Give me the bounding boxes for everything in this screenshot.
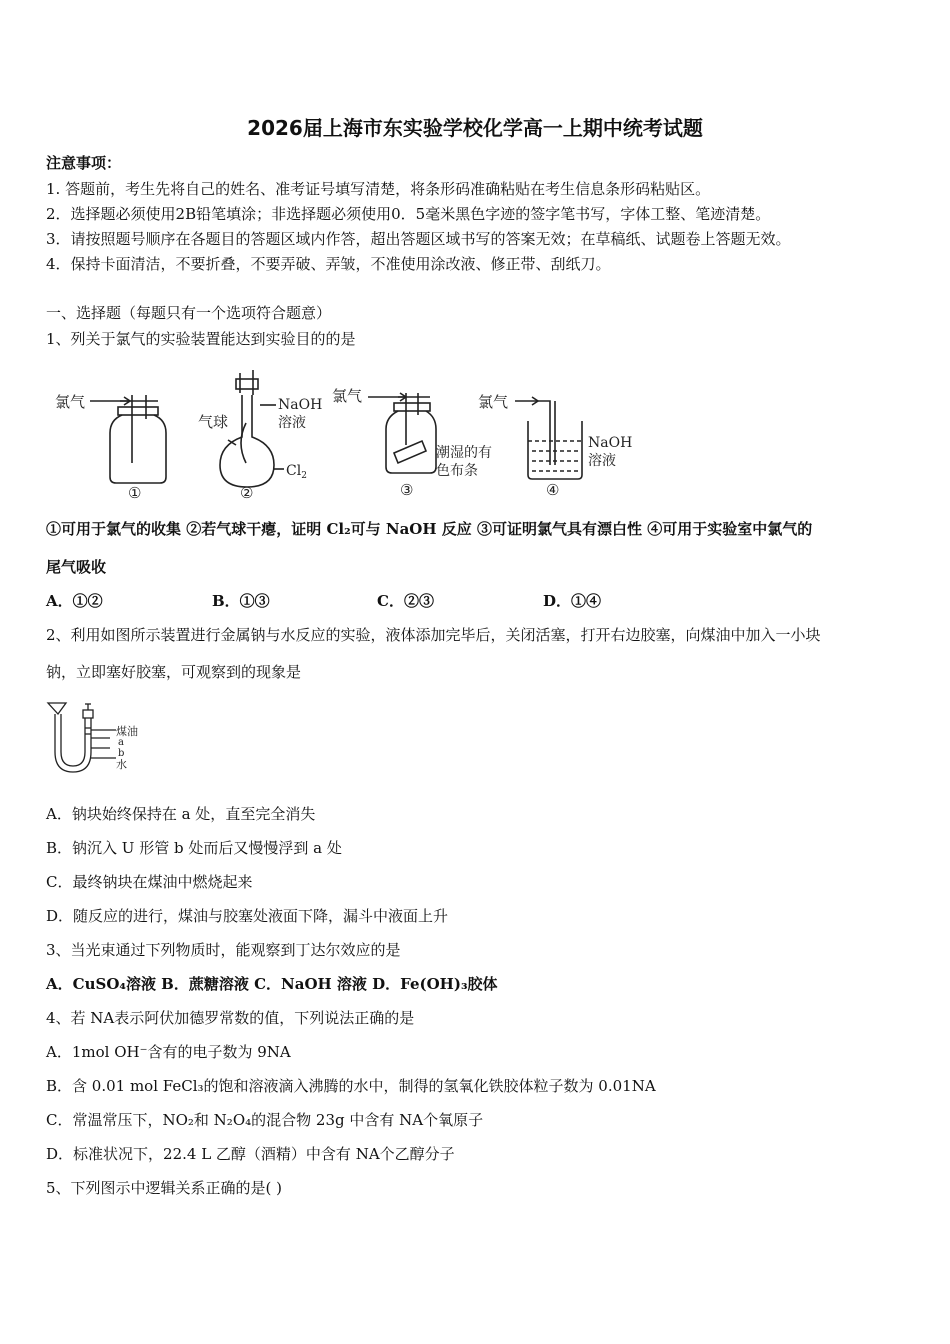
q4-option-b[interactable]: B．含 0.01 mol FeCl₃的饱和溶液滴入沸腾的水中，制得的氢氧化铁胶体粒子数为 0.01NA [46,1077,656,1095]
q4-option-d[interactable]: D．标准状况下，22.4 L 乙醇（酒精）中含有 NA个乙醇分子 [46,1145,455,1163]
notice-item-1: 1. 答题前，考生先将自己的姓名、准考证号填写清楚，将条形码准确粘贴在考生信息条形码粘贴区。 [46,180,711,198]
label-solution-2: 溶液 [278,415,306,431]
label-naoh-4: NaOH [588,435,633,451]
label-chlorine-4: 氯气 [478,393,509,411]
q2-stem-cont: 钠，立即塞好胶塞，可观察到的现象是 [46,663,302,681]
section-heading: 一、选择题（每题只有一个选项符合题意） [46,304,332,322]
label-cl2: $Cl_2$ [286,463,307,481]
notice-item-4: 4．保持卡面清洁，不要折叠，不要弄破、弄皱，不准使用涂改液、修正带、刮纸刀。 [46,255,611,273]
label-naoh-2: NaOH [278,397,323,413]
label-b: b [118,748,125,759]
apparatus-3 [332,387,492,499]
apparatus-2 [198,370,322,502]
label-water: 水 [116,758,127,771]
q1-option-d[interactable]: D．①④ [543,592,602,610]
q1-option-b[interactable]: B．①③ [212,592,270,610]
q5-stem: 5、下列图示中逻辑关系正确的是( ) [46,1179,283,1197]
q3-options[interactable]: A．CuSO₄溶液 B．蔗糖溶液 C．NaOH 溶液 D．Fe(OH)₃胶体 [46,975,498,993]
label-solution-4: 溶液 [588,453,616,469]
q2-option-c[interactable]: C．最终钠块在煤油中燃烧起来 [46,873,253,891]
notice-heading: 注意事项： [46,154,122,172]
q1-stem: 1、列关于氯气的实验装置能达到实验目的的是 [46,330,356,348]
q1-option-c[interactable]: C．②③ [377,592,434,610]
apparatus-4 [478,393,632,499]
label-chlorine-3: 氯气 [332,387,363,405]
label-wet-1: 潮湿的有 [436,445,492,461]
notice-item-2: 2．选择题必须使用2B铅笔填涂；非选择题必须使用0．5毫米黑色字迹的签字笔书写，字体工整、笔迹清楚。 [46,205,771,223]
q1-apparatus-figure [50,365,650,505]
q4-option-a[interactable]: A．1mol OH⁻含有的电子数为 9NA [46,1043,291,1061]
q3-stem: 3、当光束通过下列物质时，能观察到丁达尔效应的是 [46,941,401,959]
q2-u-tube-figure [46,700,156,782]
q1-option-a[interactable]: A．①② [46,592,103,610]
label-num-4: ④ [546,481,560,499]
apparatus-1 [55,393,166,502]
notice-item-3: 3．请按照题号顺序在各题目的答题区域内作答，超出答题区域书写的答案无效；在草稿纸、试题卷上答题无效。 [46,230,791,248]
label-balloon: 气球 [198,413,229,431]
q2-option-a[interactable]: A．钠块始终保持在 a 处，直至完全消失 [46,805,316,823]
label-a: a [118,737,124,748]
q2-option-b[interactable]: B．钠沉入 U 形管 b 处而后又慢慢浮到 a 处 [46,839,342,857]
label-num-1: ① [128,484,142,502]
q4-option-c[interactable]: C．常温常压下，NO₂和 N₂O₄的混合物 23g 中含有 NA个氧原子 [46,1111,484,1129]
label-wet-2: 色布条 [436,463,478,479]
q1-description: ①可用于氯气的收集 ②若气球干瘪，证明 Cl₂可与 NaOH 反应 ③可证明氯气具有漂白性 ④可用于实验室中氯气的 [46,520,813,538]
q1-description-cont: 尾气吸收 [46,558,107,576]
label-num-2: ② [240,484,254,502]
label-num-3: ③ [400,481,414,499]
q4-stem: 4、若 NA表示阿伏加德罗常数的值，下列说法正确的是 [46,1009,415,1027]
page-title: 2026届上海市东实验学校化学高一上期中统考试题 [247,116,703,140]
label-kerosene: 煤油 [116,725,138,738]
label-chlorine-1: 氯气 [55,393,86,411]
q2-option-d[interactable]: D．随反应的进行，煤油与胶塞处液面下降，漏斗中液面上升 [46,907,449,925]
q2-stem: 2、利用如图所示装置进行金属钠与水反应的实验，液体添加完毕后，关闭活塞，打开右边胶塞，向煤油中加入一小块 [46,626,821,644]
